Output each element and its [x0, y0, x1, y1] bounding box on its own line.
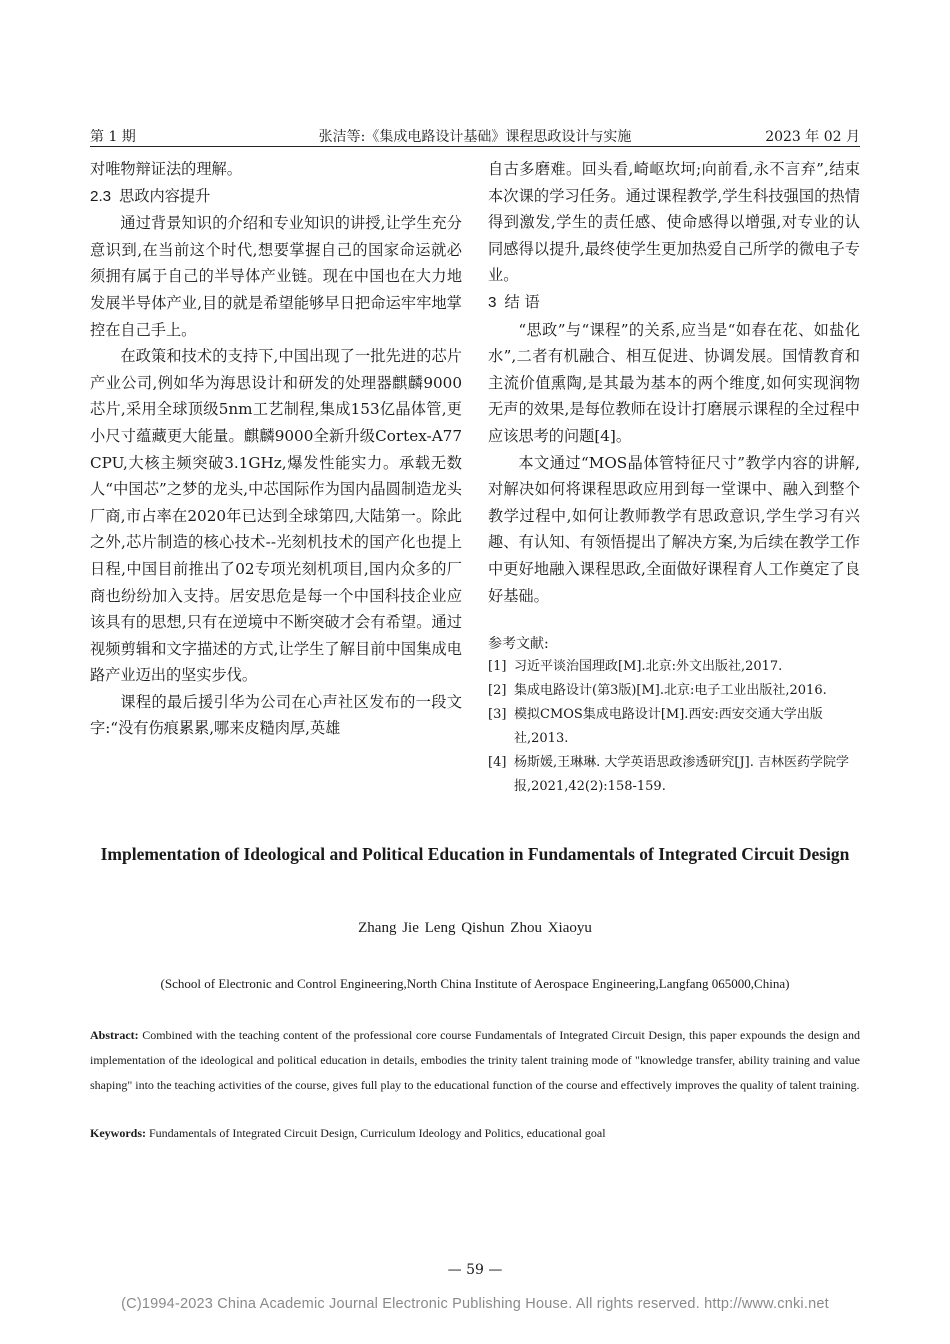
running-title: 张洁等:《集成电路设计基础》课程思政设计与实施: [318, 129, 632, 145]
reference-text: 杨斯媛,王琳琳. 大学英语思政渗透研究[J]. 吉林医药学院学报,2021,42(2):158-159.: [514, 755, 850, 795]
paragraph: 自古多磨难。回头看,崎岖坎坷;向前看,永不言弃”,结束本次课的学习任务。通过课程教学,学生科技强国的热情得到激发,学生的责任感、使命感得以增强,对专业的认同感得以提升,最终使学生更加热爱自己所学的微电子专业。: [488, 160, 860, 285]
abstract-text: Combined with the teaching content of the professional core course Fundamentals of Integrated Circuit Design, this paper expounds the design and implementation of the ideological and political education in details, embodies the trinity talent training mode of "knowledge transfer, ability training and value shaping" into the teaching activities of the course, gives full play to the educational function of the course and effectively improves the quality of talent training.: [90, 1028, 861, 1092]
english-authors: Zhang Jie Leng Qishun Zhou Xiaoyu: [358, 920, 592, 936]
reference-item: [488, 655, 860, 679]
references-title: 参考文献:: [488, 636, 549, 653]
english-keywords: [90, 1122, 860, 1144]
section-number: 2.3: [90, 187, 112, 205]
paragraph: 对唯物辩证法的理解。: [90, 160, 242, 178]
paragraph: 课程的最后援引华为公司在心声社区发布的一段文字:“没有伤痕累累,哪来皮糙肉厚,英雄: [90, 692, 462, 738]
reference-number: [2]: [488, 683, 507, 699]
running-header: [90, 124, 860, 147]
reference-item: [488, 703, 860, 751]
copyright-footer: (C)1994-2023 China Academic Journal Electronic Publishing House. All rights reserved. http://www.cnki.net: [121, 1296, 829, 1312]
reference-text: 习近平谈治国理政[M].北京:外文出版社,2017.: [514, 659, 783, 675]
section-number: 3: [488, 293, 497, 311]
section-title: 思政内容提升: [119, 186, 211, 205]
reference-number: [4]: [488, 755, 507, 771]
section-title: 结 语: [504, 292, 540, 311]
reference-number: [1]: [488, 659, 507, 675]
section-heading: [90, 183, 462, 211]
paragraph: “思政”与“课程”的关系,应当是“如春在花、如盐化水”,二者有机融合、相互促进、协调发展。国情教育和主流价值熏陶,是其最为基本的两个维度,如何实现润物无声的效果,是每位教师在设计打磨展示课程的全过程中应该思考的问题[4]。: [488, 320, 860, 445]
paragraph: 在政策和技术的支持下,中国出现了一批先进的芯片产业公司,例如华为海思设计和研发的处理器麒麟9000芯片,采用全球顶级5nm工艺制程,集成153亿晶体管,更小尺寸蕴藏更大能量。麒麟9000全新升级Cortex-A77 CPU,大核主频突破3.1GHz,爆发性能实力。承载无数人“中国芯”之梦的龙头,中芯国际作为国内晶圆制造龙头厂商,市占率在2020年已达到全球第四,大陆第一。除此之外,芯片制造的核心技术--光刻机技术的国产化也提上日程,中国目前推出了02专项光刻机项目,国内众多的厂商也纷纷加入支持。居安思危是每一个中国科技企业应该具有的思想,只有在逆境中不断突破才会有希望。通过视频剪辑和文字描述的方式,让学生了解目前中国集成电路产业迈出的坚实步伐。: [90, 347, 462, 685]
reference-text: 模拟CMOS集成电路设计[M].西安:西安交通大学出版社,2013.: [514, 707, 823, 747]
right-column: [488, 156, 860, 799]
issue-date: 2023 年 02 月: [765, 129, 860, 145]
paragraph: 本文通过“MOS晶体管特征尺寸”教学内容的讲解,对解决如何将课程思政应用到每一堂课中、融入到整个教学过程中,如何让教师教学有思政意识,学生学习有兴趣、有认知、有领悟提出了解决方案,为后续在教学工作中更好地融入课程思政,全面做好课程育人工作奠定了良好基础。: [488, 453, 860, 605]
reference-text: 集成电路设计(第3版)[M].北京:电子工业出版社,2016.: [514, 683, 827, 699]
left-column: [90, 156, 462, 742]
issue-number: 第 1 期: [90, 129, 136, 145]
section-heading: [488, 289, 860, 317]
keywords-label: Keywords:: [90, 1126, 146, 1140]
reference-item: [488, 679, 860, 703]
english-abstract: [90, 1023, 860, 1098]
abstract-label: Abstract:: [90, 1028, 139, 1042]
paragraph: 通过背景知识的介绍和专业知识的讲授,让学生充分意识到,在当前这个时代,想要掌握自己的国家命运就必须拥有属于自己的半导体产业链。现在中国也在大力地发展半导体产业,目的就是希望能够早日把命运牢牢地掌控在自己手上。: [90, 214, 462, 339]
reference-number: [3]: [488, 707, 507, 723]
reference-item: [488, 751, 860, 799]
english-affiliation: (School of Electronic and Control Engineering,North China Institute of Aerospace Engineering,Langfang 065000,China): [160, 976, 790, 991]
english-title: Implementation of Ideological and Political Education in Fundamentals of Integrated Circuit Design: [100, 844, 850, 864]
page-number: — 59 —: [447, 1262, 503, 1278]
keywords-text: Fundamentals of Integrated Circuit Design, Curriculum Ideology and Politics, educational goal: [149, 1126, 606, 1140]
